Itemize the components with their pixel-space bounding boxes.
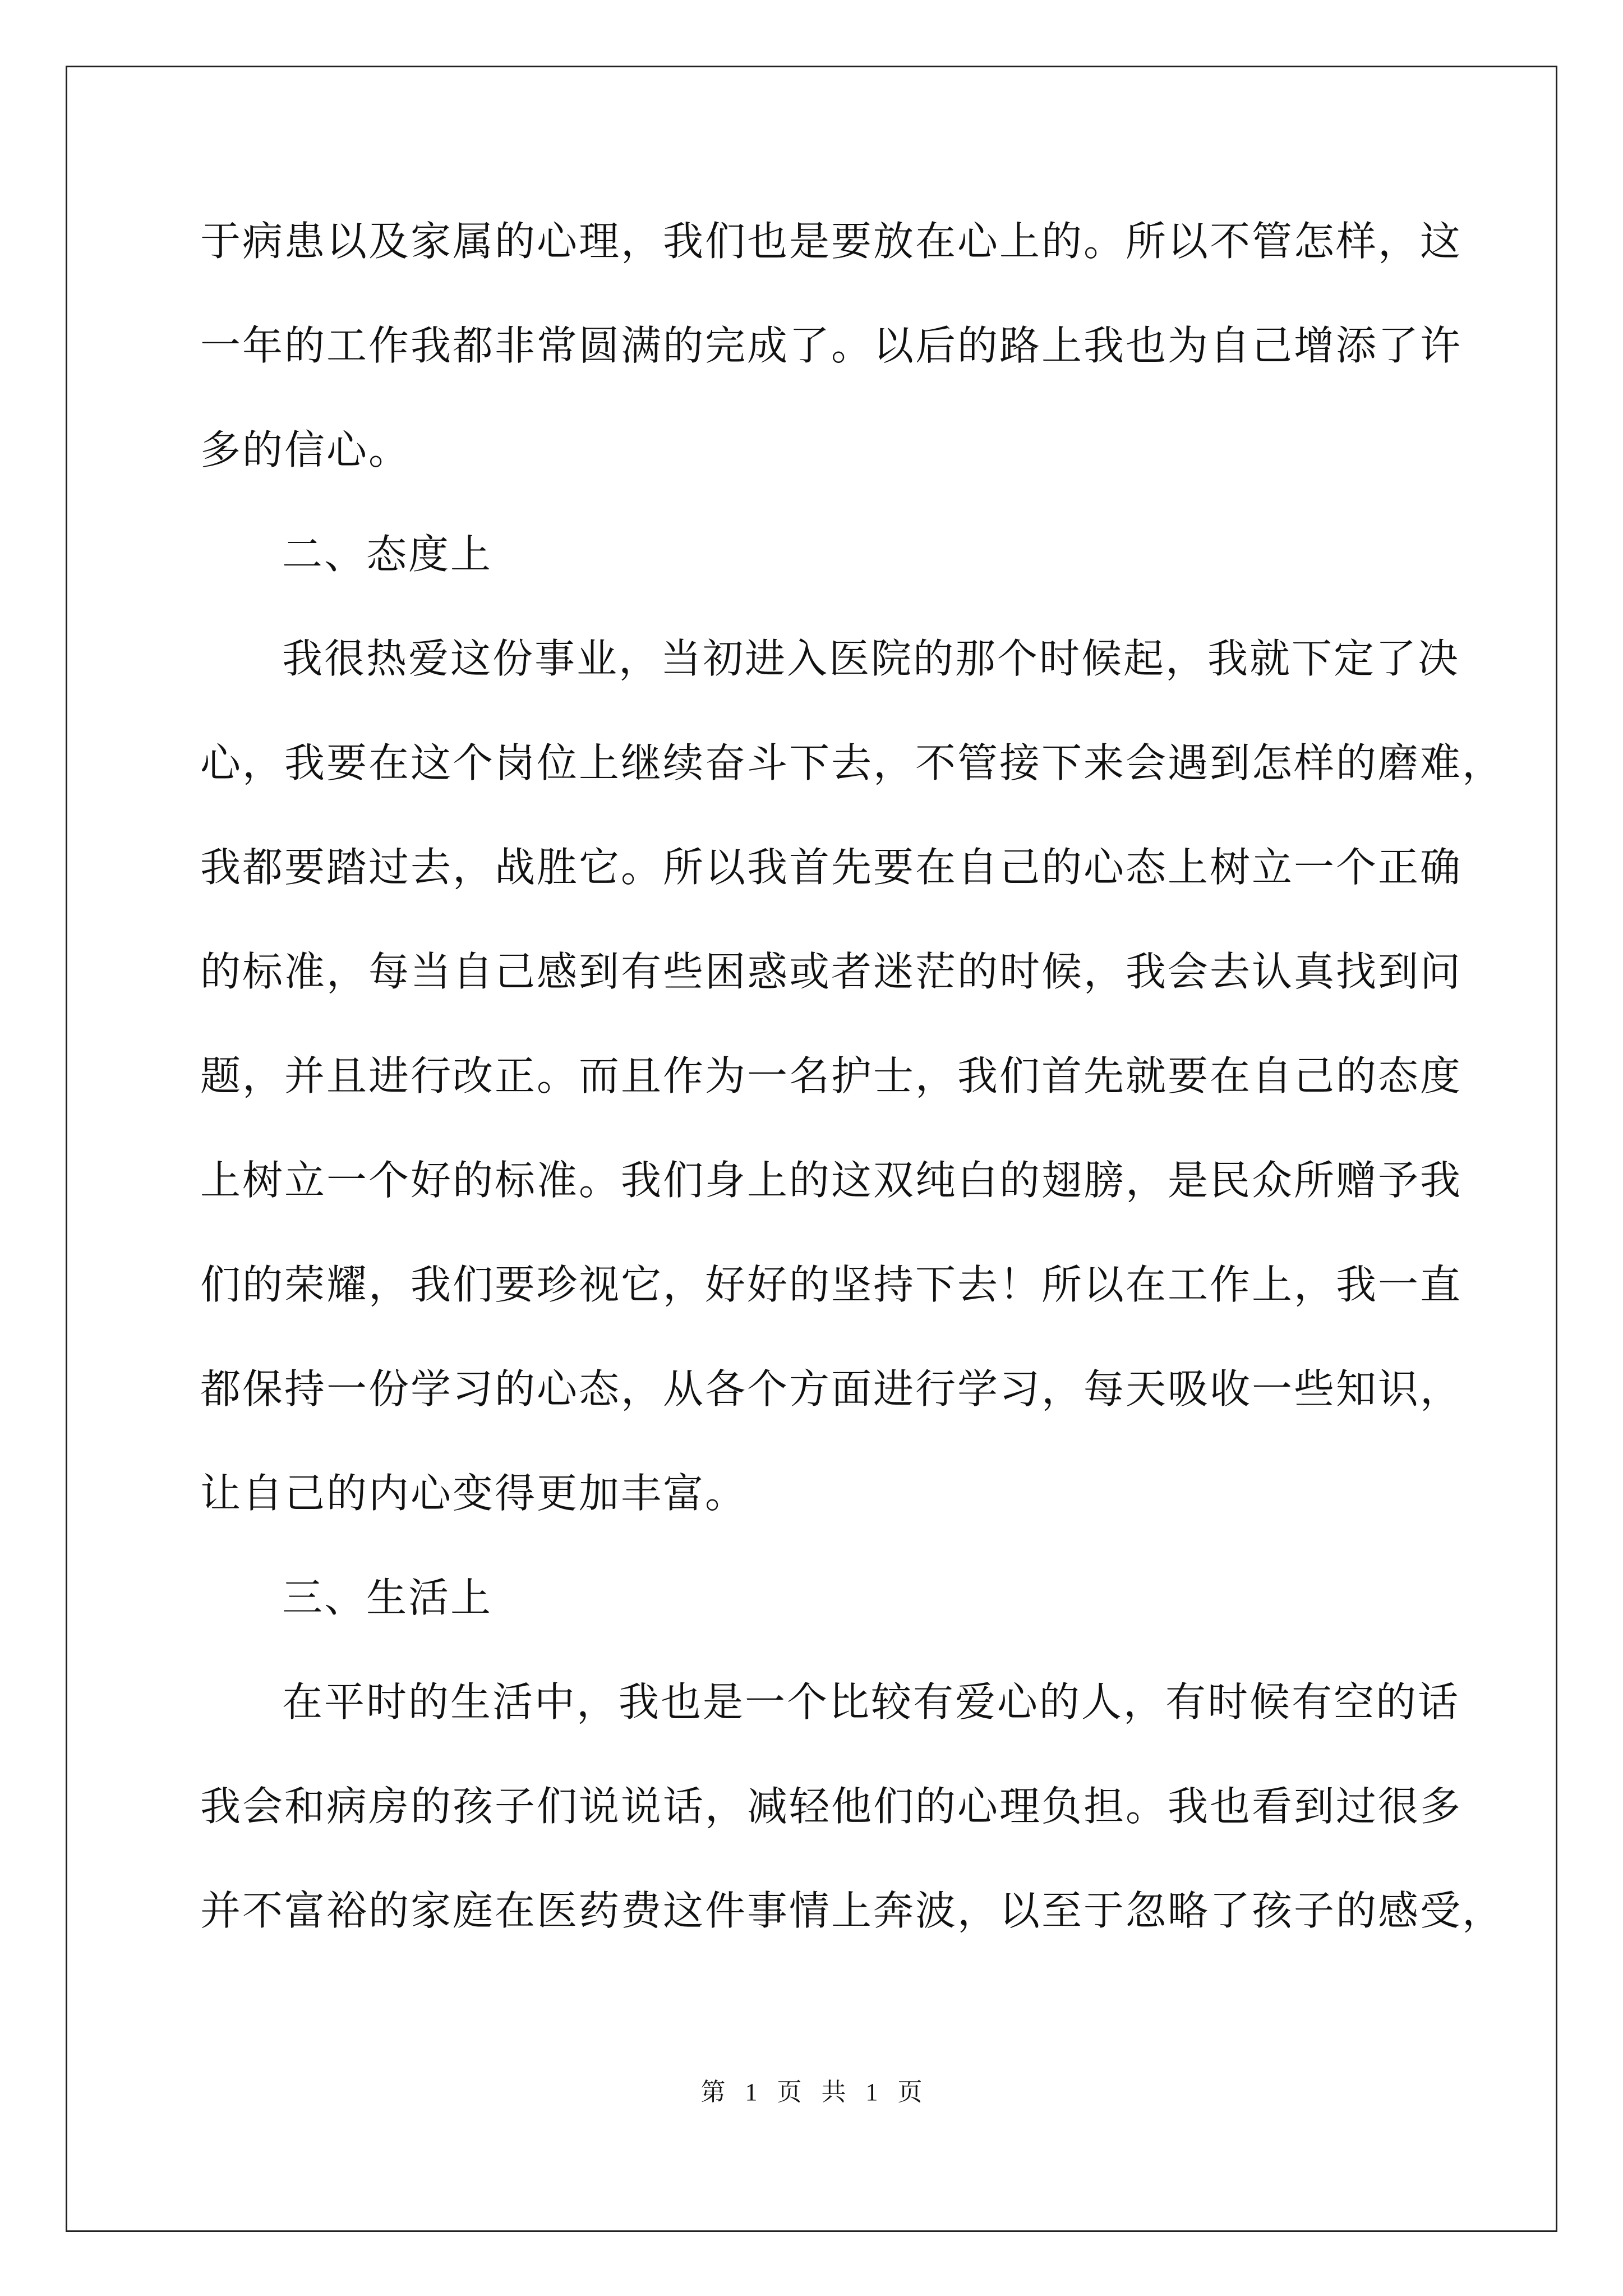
- page-number-footer: 第 1 页 共 1 页: [700, 2078, 923, 2106]
- text-line: 我很热爱这份事业，当初进入医院的那个时候起，我就下定了决: [282, 635, 1460, 682]
- text-line: 多的信心。: [200, 426, 411, 473]
- text-line: 题，并且进行改正。而且作为一名护士，我们首先就要在自己的态度: [200, 1052, 1463, 1099]
- text-line: 于病患以及家属的心理，我们也是要放在心上的。所以不管怎样，这: [200, 218, 1463, 265]
- text-line: 都保持一份学习的心态，从各个方面进行学习，每天吸收一些知识，: [200, 1365, 1463, 1412]
- section-heading: 三、生活上: [282, 1574, 493, 1621]
- text-line: 心，我要在这个岗位上继续奋斗下去，不管接下来会遇到怎样的磨难，: [200, 739, 1505, 786]
- text-line: 的标准，每当自己感到有些困惑或者迷茫的时候，我会去认真找到问: [200, 948, 1463, 995]
- section-heading: 二、态度上: [282, 531, 493, 578]
- text-line: 一年的工作我都非常圆满的完成了。以后的路上我也为自己增添了许: [200, 322, 1463, 369]
- text-line: 我都要踏过去，战胜它。所以我首先要在自己的心态上树立一个正确: [200, 844, 1463, 891]
- text-line: 并不富裕的家庭在医药费这件事情上奔波，以至于忽略了孩子的感受，: [200, 1887, 1505, 1934]
- text-line: 们的荣耀，我们要珍视它，好好的坚持下去！所以在工作上，我一直: [200, 1261, 1463, 1308]
- text-line: 让自己的内心变得更加丰富。: [200, 1470, 748, 1517]
- text-line: 我会和病房的孩子们说说话，减轻他们的心理负担。我也看到过很多: [200, 1783, 1463, 1830]
- text-line: 在平时的生活中，我也是一个比较有爱心的人，有时候有空的话: [282, 1678, 1460, 1726]
- text-line: 上树立一个好的标准。我们身上的这双纯白的翅膀，是民众所赠予我: [200, 1157, 1463, 1204]
